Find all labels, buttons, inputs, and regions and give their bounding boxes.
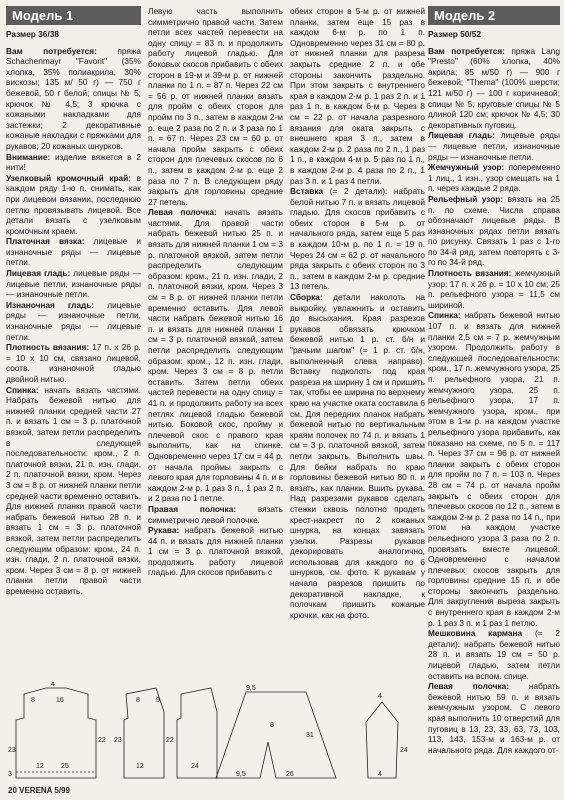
paragraph-text: набрать бежевой нитью 59 п. и вязать жемчужным узором. С левого края выполнить 10 отверстий для пуговиц в 13, 23, 33, 63, 73, 103, 113, 143, 153-м и 163-м р. от начального ряда. Для каждого от- [428, 681, 560, 755]
paragraph-heading: Вам потребуется: [6, 45, 97, 56]
paragraph [428, 268, 560, 310]
paragraph-text: Левую часть выполнить симметрично правой части. Затем петли всех частей перевести на одну спицу = 83 п. и продолжить работу лицевой гладью. Для боковых скосов прибавить с обеих сторон в 19-м и 39-м р. от нижней планки по 1 п. = 87 п. Через 22 см = 56 р. от нижней планки вязать для пройм с обеих сторон для пройм по 3 п., затем в каждом 2-м р. еще 2 раза по 2 п. и 3 раза по 1 п. = 67 п. Через 23 см = 60 р. от начала пройм закрыть с обеих сторон для плечевых скосов по 6 п., затем в каждом 2-м р. еще 2 раза по 7 п. В следующем ряду закрыть для горловины средние 27 петель. [148, 6, 283, 207]
column-3 [290, 6, 425, 620]
sleeve-outline [216, 692, 336, 778]
paragraph-text: набрать бежевой нитью 107 п. и вязать для нижней планки 2,5 см = 7 р. жемчужным узором. Продолжить работу в следующей последовательности: кром., 17 п. жемчужного узора, 25 п. рельефного узора, 21 п. жемчужного узора, 25 п. рельефного узора, 17 п. жемчужного узора, кром., при этом в 1-м р. на каждом участке рельефного узора прибавить, как показано на схеме, по 5 п. = 117 п. Через 37 см = 96 р. от нижней планки закрыть с обеих сторон для пройм по 7 п. = 103 п. Через 28 см = 74 р. от начала пройм закрыть с обеих сторон для плечевых скосов по 12 п., затем в каждом 2-м р. 2 раза по 14 п., при этом на каждом участке рельефного узора 3 раза по 2 п. провязать вместе лицевой. Одновременно с началом плечевых скосов закрыть для горловины средние 15 п. и обе стороны закончить раздельно. Для закругления выреза закрыть с внутреннего края в каждом 2-м р. 1 раз 3 п. и 1 раз 1 петлю. [428, 310, 560, 628]
paragraph-heading: Сборка: [290, 292, 323, 303]
paragraph-heading: Рукава: [148, 525, 180, 536]
paragraph-heading: Левая полочка: [428, 681, 509, 692]
paragraph-heading: Правая полочка: [148, 503, 237, 514]
paragraph-heading: Вам потребуется: [428, 45, 505, 56]
model2-size: Размер 50/52 [428, 29, 481, 39]
paragraph-text: (= 2 детали): набрать бежевой нитью 28 п. и вязать 19 см = 50 р. лицевой гладью, затем петли оставить на вспом. спице. [428, 628, 560, 681]
dim-back-w-top: 4 [51, 682, 55, 688]
paragraph-text: вязать на 25 п. по схеме. Числа справа обозначают лицевые ряды. В изнаночных рядах петли вязать по рисунку. Связать 1 раз с 1-го по 34-й ряд, затем повторять с 3-го по 34-й ряд. [428, 193, 560, 268]
paragraph-text: пряжа Lang "Presto" (60% хлопка, 40% акрила; 85 м/50 г) — 900 г бежевой; "Thema" (100% шерсти; 121 м/50 г) — 100 г коричневой; спицы № 5; круговые спицы № 5 длиной 120 см; крючок № 4,5; 30 декоративных пуговиц. [428, 45, 560, 130]
dim-back-w-half: 12 [36, 763, 44, 770]
paragraph-heading: Платочная вязка: [6, 236, 85, 247]
paragraph-text: жемчужный узор: 17 п. x 26 р. = 10 x 10 см; 25 п. рельефного узора = 11,5 см шириной. [428, 268, 560, 310]
paragraph-text: пряжа Schachenmayr "Favorit" (35% хлопка, 35% полиакрила, 30% вискозы; 135 м/ 50 г) — 750 г бежевой, 50 г белой; спицы № 5; крючок № 4,5; 3 крючка с кожаными накладками для застежки; 2 декоративные кожаные накладки с пряжками для рукавов; 20 кожаных шнурков. [6, 45, 141, 151]
dim-back-w-lower: 25 [61, 763, 69, 770]
paragraph [290, 6, 425, 186]
paragraph-heading: Жемчужный узор: [428, 162, 505, 173]
dim-back-w-shoulder: 8 [31, 697, 35, 704]
dim-sleeve-w-bottom: 9,5 [236, 771, 246, 778]
paragraph [428, 681, 560, 755]
insert-outline [366, 702, 398, 778]
dim-front-h-total: 22 [166, 737, 174, 744]
dim-sleeve-h-total: 31 [306, 732, 314, 739]
paragraph-heading: Рельефный узор: [428, 193, 504, 204]
paragraph-text: лицевые ряды — лицевые петли, изнаночные ряды — изнаночные петли. [428, 130, 560, 162]
dim-back-h-armhole: 22 [98, 737, 106, 744]
dim-insert-h-total: 24 [400, 747, 408, 754]
paragraph-text: начать вязать частями. Для правой части набрать бежевой нитью 25 п. и вязать для нижней планки 1 см = 3 р. платочной вязкой, затем петли распределить следующим образом: кром., 21 п. изн. глади, 2 п. платочной вязки, кром. Через 3 см = 8 р. от нижней планки петли временно оставить. Для левой части набрать бежевой нитью 16 п. и вязать для нижней планки 1 см = 3 р. платочной вязкой, затем петли распределить следующим образом: кром., 12 п. изн. глади, кром. Через 3 см = 8 р. петли оставить. Затем петли обеих частей перевести на одну спицу = 41 п. и продолжить работу на всех петлях лицевой гладью бежевой нитью. Боковой скос, пройму и плечевой скос с правого края выполнить, как на спинке. Одновременно через 17 см = 44 р. от начала проймы закрыть с левого края для горловины 4 п. и в каждом 2-м р. 1 раз 3 п., 1 раз 2 п. и 2 раза по 1 петле. [148, 207, 283, 504]
paragraph-heading: Вставка [290, 186, 324, 197]
column-4 [428, 6, 560, 755]
model1-col2-text [148, 6, 283, 578]
paragraph-heading: Плотность вязания: [6, 342, 90, 353]
paragraph [148, 525, 283, 578]
dim-front-w-neck: 9 [156, 697, 160, 704]
paragraph-text: обеих сторон в 5-м р. от нижней планки, затем еще 15 раз в каждом 6-м р. по 1 п. Одновременно через 31 см = 80 р. от нижней планки для разреза закрыть средние 2 п. и обе стороны закончить раздельно. При этом закрыть с внутреннего края в каждом 2-м р. 1 раз 2 п. и 1 раз 1 п. в каждом 6-м р. Через 8 см = 22 р. от начала разрезного вязания для оката закрыть с внешнего края 3 п., затем в каждом 2-м р. 2 раза по 2 п., 1 раз 1 п., в каждом 4-м р. 5 раз по 1 п., в каждом 2-м р. 4 раза по 2 п., 1 раз 3 п. и 1 раз 4 петли. [290, 6, 425, 186]
dim-front-w-lower: 12 [136, 763, 144, 770]
paragraph-heading: Спинка: [428, 310, 461, 321]
paragraph [6, 152, 141, 173]
paragraph [6, 173, 141, 237]
paragraph-heading: Внимание: [6, 151, 51, 162]
paragraph [428, 194, 560, 268]
paragraph-heading: Лицевая гладь: [6, 268, 71, 279]
model1-col1-text [6, 46, 141, 597]
paragraph [148, 504, 283, 525]
paragraph-text: попеременно 1 лиц., 1 изн., узор смещать на 1 п. через каждые 2 ряда. [428, 162, 560, 194]
paragraph [428, 130, 560, 162]
paragraph [148, 207, 283, 504]
paragraph [6, 385, 141, 597]
model1-title: Модель 1 [6, 6, 141, 25]
paragraph-text: вязать симметрично левой полочке. [148, 503, 283, 525]
paragraph-text: лицевые ряды — лицевые петли, изнаночные ряды — изнаночные петли. [6, 268, 142, 300]
dim-sleeve-w-top: 9,5 [246, 685, 256, 692]
paragraph [290, 186, 425, 292]
paragraph-text: детали наколоть на выкройку, увлажнить и оставить до высыхания. Края разрезов рукавов обвязать крючком бежевой нитью 1 р. ст. б/н и "рачьим шагом" (= 1 р. ст. б/н, выполненный слева направо). Вставку подколоть под края разреза на ширину 1 см и пришить так, чтобы ее ширина по верхнему краю на участке оката составила 6 см. Для передних планок набрать бежевой нитью по вертикальным краям полочек по 74 п. и вязать 1 см = 3 р. платочной вязкой, затем петли закрыть. Выполнить швы. Для бейки набрать по краю горловины бежевой нитью 80 п. и вязать, как планки. Вшить рукава. Над разрезами рукавов сделать стежки сквозь полотно продеть крест-накрест по 2 кожаных шнурка, на концах завязать узелки. Разрезы рукавов декорировать аналогично, использовав для каждого по 6 шнурков, см. фото. К рукавам у начала разрезов пришить по декоративной накладке, к полочкам пришить кожаные крючки, как на фото. [290, 292, 425, 620]
column-2 [148, 6, 283, 578]
paragraph-text: лицевые и изнаночные ряды — лицевые петли. [6, 236, 141, 268]
paragraph-heading: Спинка: [6, 384, 39, 395]
paragraph [290, 292, 425, 620]
paragraph [428, 162, 560, 194]
dim-front-h-armhole: 23 [114, 737, 122, 744]
dim-insert-w-bottom: 4 [378, 771, 382, 778]
dim-back-h-hem: 3 [8, 771, 12, 778]
paragraph-heading: Узелковый кромочный край: [6, 172, 131, 183]
dim-front-w-bottom: 24 [191, 763, 199, 770]
paragraph-text: начать вязать частями. Набрать бежевой нитью для нижней планки средней части 27 п. и вязать 1 см = 3 р. платочной вязкой, затем петли распределить в следующей последовательности: кром., 2 п. платочной вязки, 21 п. изн. глади, 2 п. платочной вязки, кром. Через 3 см = 8 р. от нижней планки петли средней части временно оставить. Для нижней планки правой части набрать бежевой нитью 28 п. и вязать 1 см = 3 р. платочной вязкой, затем петли распределить следующим образом: кром., 24 п. изн. глади, 2 п. платочной вязки, кром. Через 3 см = 8 р. от нижней планки петли правой части временно оставить. [6, 384, 141, 596]
paragraph [6, 46, 141, 152]
paragraph [428, 628, 560, 681]
model2-col4-text [428, 46, 560, 756]
paragraph-heading: Изнаночная гладь: [6, 299, 95, 310]
paragraph-text: в каждом ряду 1-ю п. снимать, как при лицевом вязании, последнюю петлю провязывать лицевой. Все детали вязать с узелковым кромочным краем. [6, 172, 141, 236]
paragraph [6, 342, 141, 384]
model2-title: Модель 2 [428, 6, 560, 25]
paragraph [6, 236, 141, 268]
column-1 [6, 6, 141, 596]
paragraph-text: набрать бежевой нитью 44 п. и вязать для нижней планки 1 см = 3 р. платочной вязкой, продолжить работу лицевой гладью. Для скосов прибавить с [148, 525, 283, 578]
paragraph-heading: Левая полочка: [148, 207, 217, 218]
paragraph-heading: Мешковина кармана [428, 628, 523, 639]
dim-back-w-neck: 16 [56, 697, 64, 704]
paragraph-heading: Плотность вязания: [428, 268, 512, 279]
dim-sleeve-h-slit: 8 [270, 722, 274, 729]
page-footer: 20 VERENA 5/99 [8, 786, 70, 795]
paragraph [428, 46, 560, 131]
paragraph [6, 300, 141, 342]
dim-sleeve-w-mid: 26 [286, 771, 294, 778]
paragraph-text: 17 п. x 26 р. = 10 x 10 см, связано лицевой, соотв. изнаночной гладью двойной нитью. [6, 342, 141, 384]
paragraph-text: лицевые ряды — изнаночные петли, изнаночные ряды — лицевые петли. [6, 299, 141, 342]
paragraph [428, 310, 560, 628]
dim-front-w-shoulder: 8 [136, 697, 140, 704]
paragraph-text: изделие вяжется в 2 нити! [6, 151, 141, 173]
paragraph-heading: Лицевая гладь: [428, 130, 496, 141]
model1-col3-text [290, 6, 425, 620]
paragraph [6, 268, 141, 300]
dim-insert-w-top: 4 [378, 693, 382, 700]
dim-back-h-total: 23 [8, 747, 16, 754]
model1-size: Размер 36/38 [6, 29, 59, 39]
paragraph [148, 6, 283, 207]
paragraph-text: (= 2 детали): набрать белой нитью 7 п. и вязать лицевой гладью. Для скосов прибавить с обеих сторон в 5-м р. от начального ряда, затем еще 5 раз в каждом 10-м р. по 1 п. = 19 п. Через 24 см = 62 р. от начального ряда закрыть с обеих сторон по 3 п., затем в каждом 2-м р. средние 13 петель. [290, 186, 425, 292]
pattern-schematic [6, 682, 424, 782]
